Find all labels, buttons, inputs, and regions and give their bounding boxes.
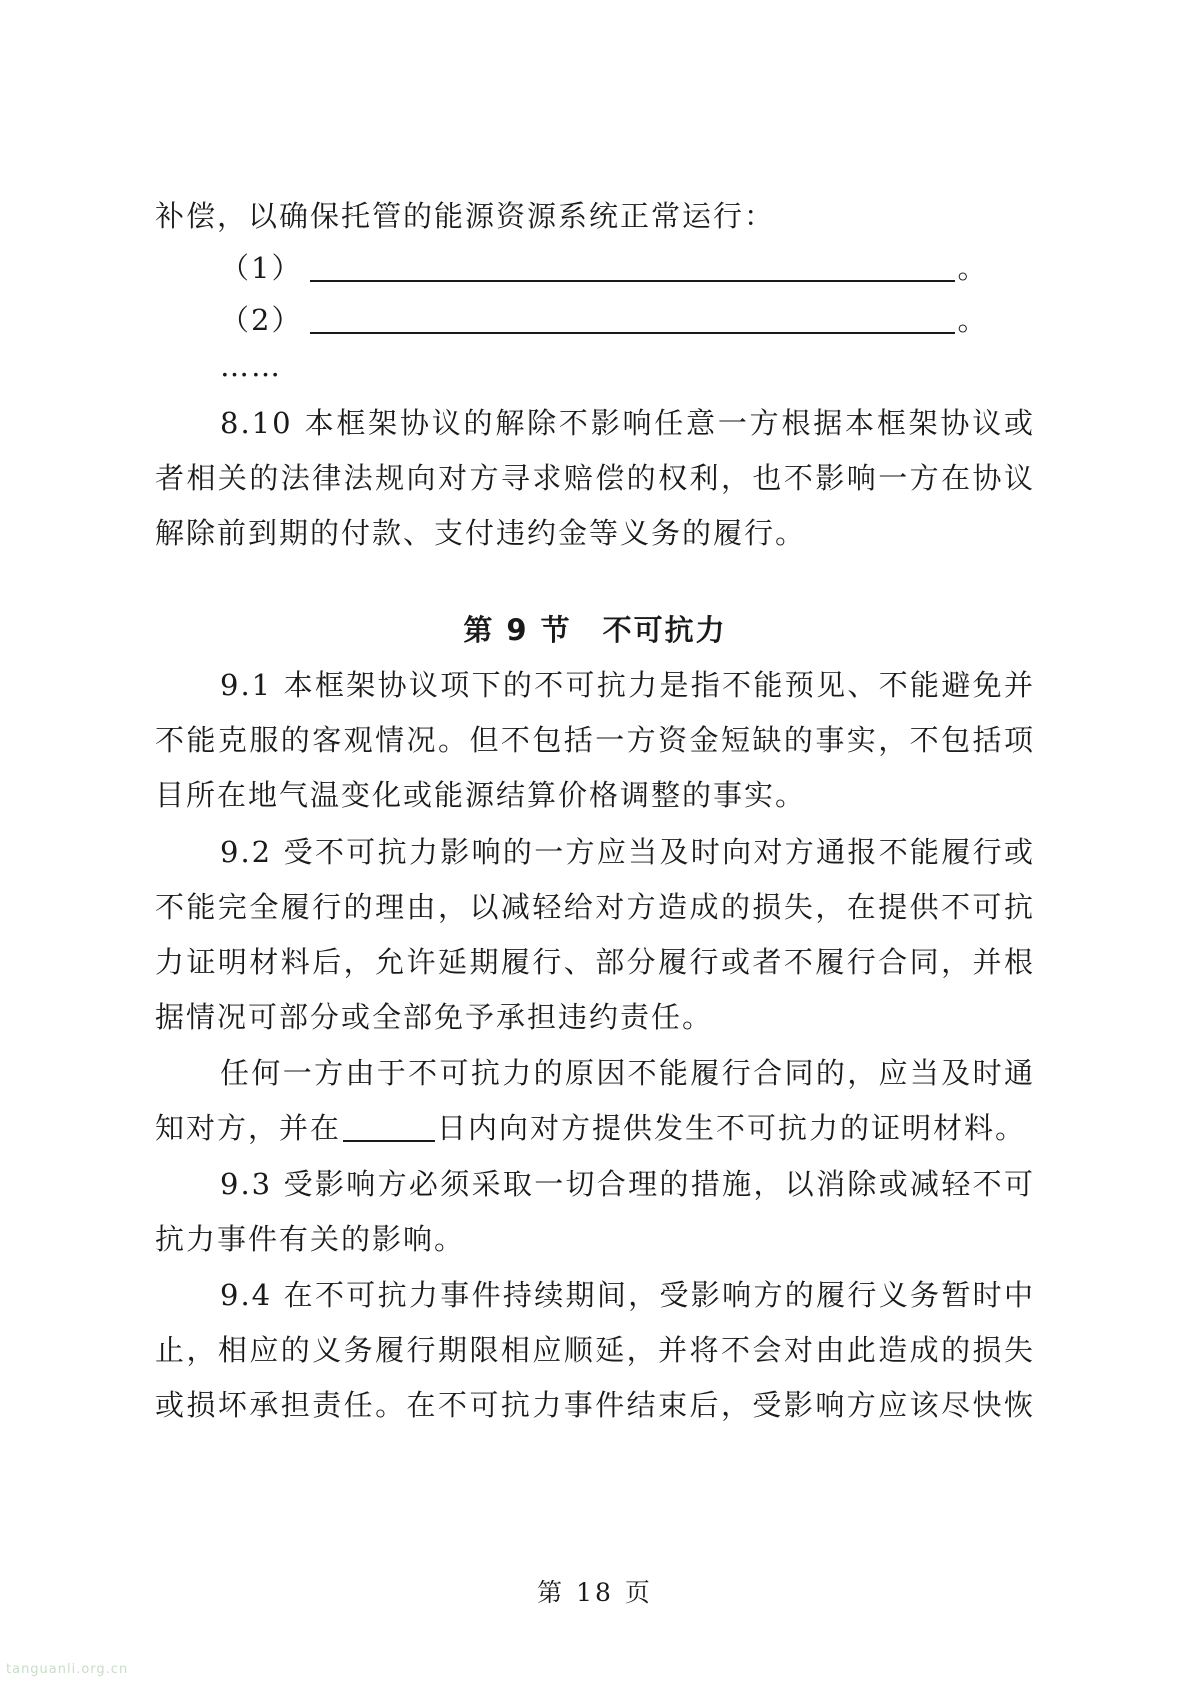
item-suffix: 。 [957,251,989,285]
watermark: tanguanli.org.cn [6,1662,129,1677]
ellipsis: …… [220,349,282,383]
paragraph-9-4-line: 止，相应的义务履行期限相应顺延，并将不会对由此造成的损失 [155,1333,1035,1367]
section-heading: 第 9 节 不可抗力 [463,613,727,647]
text-segment: 知对方，并在 [155,1111,342,1145]
fill-in-blank[interactable] [310,280,955,282]
paragraph-9-2-line: 据情况可部分或全部免予承担违约责任。 [155,1000,714,1034]
paragraph-8-10-line: 解除前到期的付款、支付违约金等义务的履行。 [155,516,807,550]
paragraph-9-2-line: 力证明材料后，允许延期履行、部分履行或者不履行合同，并根 [155,945,1035,979]
page-number: 第 18 页 [537,1578,653,1607]
fill-in-item-1 [220,248,1035,288]
paragraph-9-4-line: 9.4 在不可抗力事件持续期间，受影响方的履行义务暂时中 [220,1278,1035,1312]
item-number: （2） [220,303,303,337]
paragraph-notice-line [155,1108,1035,1148]
paragraph-9-3-line: 9.3 受影响方必须采取一切合理的措施，以消除或减轻不可 [220,1167,1035,1201]
paragraph-9-1-line: 不能克服的客观情况。但不包括一方资金短缺的事实，不包括项 [155,723,1035,757]
days-blank[interactable] [343,1140,435,1142]
item-number: （1） [220,251,303,285]
fill-in-item-2 [220,300,1035,340]
item-suffix: 。 [957,303,989,337]
paragraph-9-4-line: 或损坏承担责任。在不可抗力事件结束后，受影响方应该尽快恢 [155,1388,1035,1422]
text-segment: 日内向对方提供发生不可抗力的证明材料。 [437,1111,1027,1145]
paragraph-9-1-line: 9.1 本框架协议项下的不可抗力是指不能预见、不能避免并 [220,668,1035,702]
text-line: 补偿，以确保托管的能源资源系统正常运行： [155,199,776,233]
paragraph-9-2-line: 9.2 受不可抗力影响的一方应当及时向对方通报不能履行或 [220,835,1035,869]
paragraph-9-2-line: 不能完全履行的理由，以减轻给对方造成的损失，在提供不可抗 [155,890,1035,924]
fill-in-blank[interactable] [310,332,955,334]
paragraph-8-10-line: 8.10 本框架协议的解除不影响任意一方根据本框架协议或 [220,406,1035,440]
paragraph-9-1-line: 目所在地气温变化或能源结算价格调整的事实。 [155,778,807,812]
paragraph-notice-line: 任何一方由于不可抗力的原因不能履行合同的，应当及时通 [220,1056,1035,1090]
paragraph-8-10-line: 者相关的法律法规向对方寻求赔偿的权利，也不影响一方在协议 [155,461,1035,495]
paragraph-9-3-line: 抗力事件有关的影响。 [155,1222,466,1256]
